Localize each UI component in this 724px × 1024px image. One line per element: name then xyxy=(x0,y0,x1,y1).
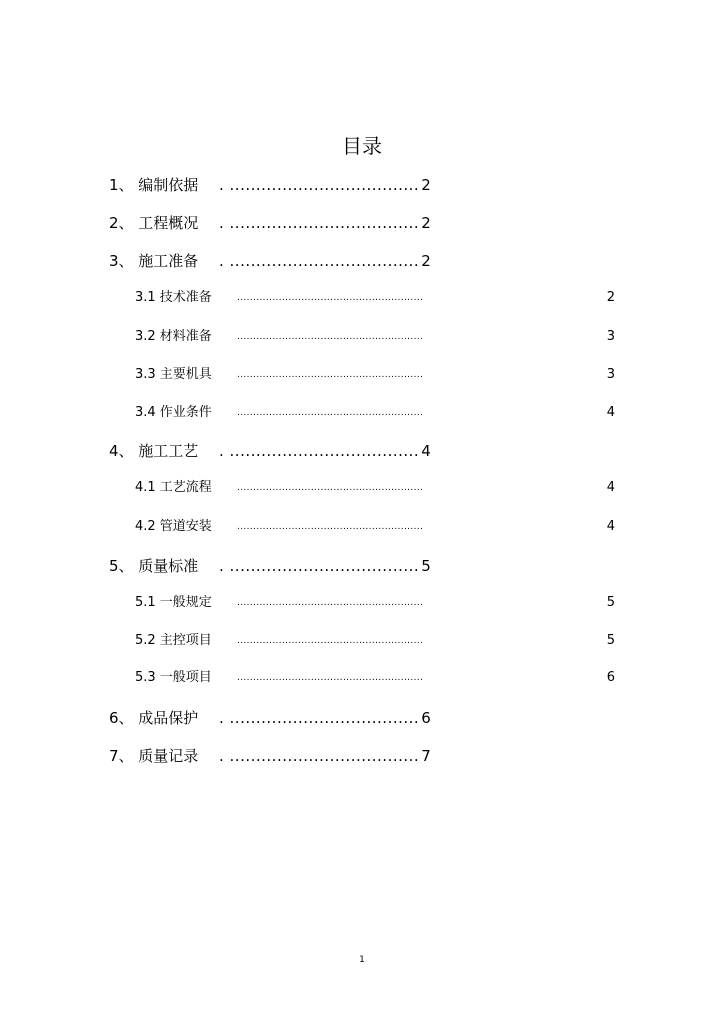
toc-subentry-leader: .......................................................... xyxy=(237,483,424,493)
toc-entry-label: 5、 质量标准 xyxy=(109,557,199,575)
toc-entry-leader: . .................................... xyxy=(219,442,420,460)
toc-subentry-leader: .......................................................... xyxy=(237,408,424,418)
toc-subentry-page: 5 xyxy=(606,633,615,648)
toc-subentry xyxy=(135,669,615,687)
toc-entry-leader: . .................................... xyxy=(219,176,420,194)
toc-entry-leader: . .................................... xyxy=(219,214,420,232)
toc-entry-page: 4 xyxy=(421,442,431,460)
toc-subentry xyxy=(135,632,615,650)
toc-subentry-label: 5.1 一般规定 xyxy=(135,595,212,610)
toc-subentry-leader: .......................................................... xyxy=(237,293,424,303)
toc-entry xyxy=(109,746,431,766)
toc-entry-label: 1、 编制依据 xyxy=(109,176,199,194)
toc-entry-leader: . .................................... xyxy=(219,709,420,727)
toc-entry-leader: . .................................... xyxy=(219,557,420,575)
toc-subentry-label: 3.1 技术准备 xyxy=(135,290,212,305)
toc-subentry-label: 3.4 作业条件 xyxy=(135,405,212,420)
toc-subentry-leader: .......................................................... xyxy=(237,522,424,532)
toc-subentry xyxy=(135,479,615,497)
toc-entry-page: 7 xyxy=(421,747,431,765)
toc-entry-page: 5 xyxy=(421,557,431,575)
toc-subentry-label: 3.3 主要机具 xyxy=(135,367,212,382)
toc-subentry-label: 4.1 工艺流程 xyxy=(135,480,212,495)
toc-entry-page: 2 xyxy=(421,214,431,232)
toc-subentry-page: 2 xyxy=(606,290,615,305)
toc-entry xyxy=(109,251,431,271)
toc-entry xyxy=(109,175,431,195)
toc-entry-label: 6、 成品保护 xyxy=(109,709,199,727)
toc-subentry-leader: .......................................................... xyxy=(237,673,424,683)
page-number: 1 xyxy=(359,955,365,965)
toc-subentry-page: 5 xyxy=(606,595,615,610)
toc-subentry-page: 4 xyxy=(606,480,615,495)
toc-entry-page: 2 xyxy=(421,252,431,270)
toc-subentry-page: 4 xyxy=(606,519,615,534)
toc-subentry xyxy=(135,328,615,346)
toc-subentry-leader: .......................................................... xyxy=(237,598,424,608)
toc-entry xyxy=(109,556,431,576)
toc-entry-label: 4、 施工工艺 xyxy=(109,442,199,460)
toc-subentry-leader: .......................................................... xyxy=(237,332,424,342)
toc-subentry-page: 3 xyxy=(606,329,615,344)
toc-subentry-page: 4 xyxy=(606,405,615,420)
toc-entry-page: 6 xyxy=(421,709,431,727)
toc-entry-leader: . .................................... xyxy=(219,252,420,270)
toc-entry-label: 2、 工程概况 xyxy=(109,214,199,232)
toc-entry-page: 2 xyxy=(421,176,431,194)
toc-subentry-label: 3.2 材料准备 xyxy=(135,329,212,344)
toc-entry-leader: . .................................... xyxy=(219,747,420,765)
toc-subentry xyxy=(135,404,615,422)
toc-entry xyxy=(109,441,431,461)
toc-subentry-label: 5.2 主控项目 xyxy=(135,633,212,648)
toc-entry-label: 7、 质量记录 xyxy=(109,747,199,765)
toc-subentry xyxy=(135,518,615,536)
toc-subentry-label: 4.2 管道安装 xyxy=(135,519,212,534)
toc-subentry-label: 5.3 一般项目 xyxy=(135,670,212,685)
toc-subentry-page: 6 xyxy=(606,670,615,685)
toc-title: 目录 xyxy=(342,134,382,158)
toc-subentry-leader: .......................................................... xyxy=(237,370,424,380)
toc-subentry xyxy=(135,289,615,307)
toc-entry xyxy=(109,708,431,728)
toc-entry xyxy=(109,213,431,233)
toc-subentry xyxy=(135,594,615,612)
toc-subentry-page: 3 xyxy=(606,367,615,382)
toc-subentry-leader: .......................................................... xyxy=(237,636,424,646)
toc-entry-label: 3、 施工准备 xyxy=(109,252,199,270)
toc-subentry xyxy=(135,366,615,384)
